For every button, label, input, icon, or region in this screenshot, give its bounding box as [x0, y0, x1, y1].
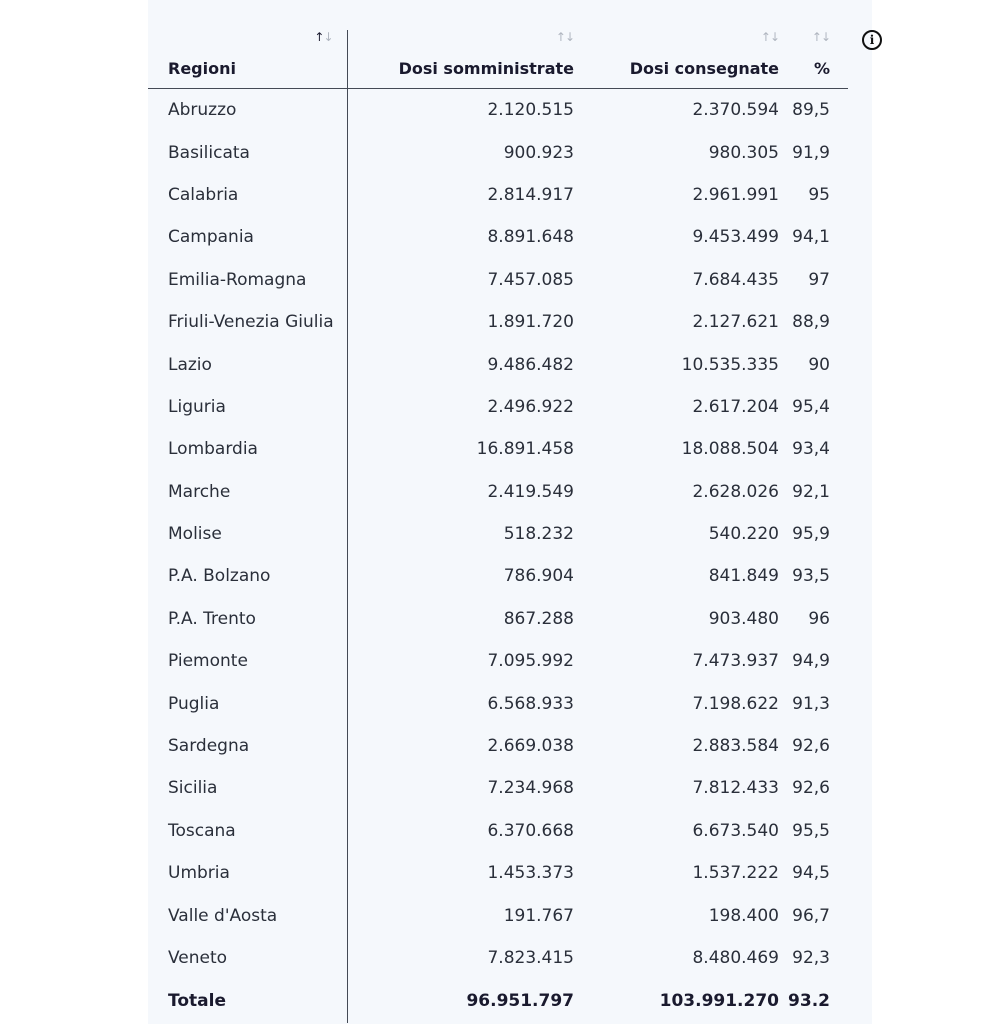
total-label: Totale — [148, 979, 347, 1023]
table-row — [148, 852, 872, 894]
cell-regione: Sicilia — [148, 767, 347, 809]
cell-percent: 96,7 — [792, 905, 830, 926]
cell-consegnate: 7.473.937 — [692, 651, 779, 672]
cell-consegnate: 2.617.204 — [692, 396, 779, 417]
total-percent: 93.2 — [788, 991, 830, 1012]
table-row — [148, 216, 872, 258]
cell-consegnate: 7.198.622 — [692, 693, 779, 714]
cell-somministrate: 867.288 — [503, 608, 574, 629]
cell-regione: Basilicata — [148, 131, 347, 173]
cell-spacer — [848, 598, 872, 640]
cell-somministrate: 2.120.515 — [487, 100, 574, 121]
cell-somministrate: 786.904 — [503, 566, 574, 587]
table-row — [148, 682, 872, 724]
cell-percent: 94,1 — [792, 227, 830, 248]
cell-regione: Valle d'Aosta — [148, 894, 347, 936]
cell-consegnate: 2.127.621 — [692, 312, 779, 333]
cell-consegnate: 2.961.991 — [692, 184, 779, 205]
cell-consegnate: 6.673.540 — [692, 820, 779, 841]
cell-regione: Emilia-Romagna — [148, 259, 347, 301]
table-row — [148, 131, 872, 173]
cell-consegnate: 2.883.584 — [692, 736, 779, 757]
cell-somministrate: 7.095.992 — [487, 651, 574, 672]
cell-somministrate: 1.453.373 — [487, 863, 574, 884]
cell-percent: 92,6 — [792, 736, 830, 757]
cell-somministrate: 7.234.968 — [487, 778, 574, 799]
table-row — [148, 598, 872, 640]
table-row — [148, 259, 872, 301]
cell-regione: Abruzzo — [148, 89, 347, 132]
cell-spacer — [848, 131, 872, 173]
table-total-row — [148, 979, 872, 1023]
header-dosi-somministrate[interactable] — [347, 30, 574, 89]
cell-somministrate: 2.669.038 — [487, 736, 574, 757]
table-row — [148, 555, 872, 597]
cell-spacer — [848, 555, 872, 597]
cell-spacer — [848, 937, 872, 979]
sort-icon[interactable]: ↑↓ — [811, 30, 830, 44]
cell-percent: 92,3 — [792, 948, 830, 968]
table-row — [148, 301, 872, 343]
cell-somministrate: 900.923 — [503, 142, 574, 163]
header-consegnate-label: Dosi consegnate — [629, 59, 779, 78]
cell-somministrate: 8.891.648 — [487, 227, 574, 248]
cell-consegnate: 2.628.026 — [692, 481, 779, 502]
total-consegnate: 103.991.270 — [659, 991, 779, 1012]
cell-regione: Lazio — [148, 343, 347, 385]
cell-spacer — [848, 343, 872, 385]
table-row — [148, 174, 872, 216]
cell-consegnate: 9.453.499 — [692, 227, 779, 248]
cell-regione: Sardegna — [148, 725, 347, 767]
cell-consegnate: 10.535.335 — [681, 354, 779, 375]
cell-percent: 95,9 — [792, 524, 830, 545]
cell-consegnate: 841.849 — [708, 566, 779, 587]
cell-consegnate: 980.305 — [708, 142, 779, 163]
cell-percent: 90 — [808, 354, 830, 375]
cell-regione: Lombardia — [148, 428, 347, 470]
cell-spacer — [848, 640, 872, 682]
table-header-row — [148, 30, 872, 89]
cell-percent: 96 — [808, 608, 830, 629]
cell-regione: Toscana — [148, 810, 347, 852]
cell-spacer — [848, 216, 872, 258]
cell-percent: 91,9 — [792, 142, 830, 163]
cell-regione: Liguria — [148, 386, 347, 428]
cell-consegnate: 7.812.433 — [692, 778, 779, 799]
cell-percent: 94,9 — [792, 651, 830, 672]
cell-spacer — [848, 810, 872, 852]
cell-spacer — [848, 682, 872, 724]
cell-consegnate: 540.220 — [708, 524, 779, 545]
table-row — [148, 89, 872, 132]
sort-icon[interactable]: ↑↓ — [314, 30, 333, 44]
header-regioni[interactable] — [148, 30, 347, 89]
cell-percent: 94,5 — [792, 863, 830, 884]
cell-percent: 92,6 — [792, 778, 830, 799]
cell-somministrate: 1.891.720 — [487, 312, 574, 333]
cell-somministrate: 191.767 — [503, 905, 574, 926]
vaccine-doses-table — [148, 30, 872, 1023]
header-percent-label: % — [813, 59, 830, 78]
header-percent[interactable] — [779, 30, 848, 89]
cell-percent: 95,4 — [792, 396, 830, 417]
cell-spacer — [848, 89, 872, 132]
table-row — [148, 810, 872, 852]
cell-percent: 95,5 — [792, 820, 830, 841]
cell-consegnate: 1.537.222 — [692, 863, 779, 884]
cell-percent: 93,4 — [792, 439, 830, 460]
cell-spacer — [848, 174, 872, 216]
cell-spacer — [848, 386, 872, 428]
cell-somministrate: 7.457.085 — [487, 269, 574, 290]
total-somministrate: 96.951.797 — [466, 991, 574, 1012]
cell-somministrate: 2.496.922 — [487, 396, 574, 417]
cell-somministrate: 6.568.933 — [487, 693, 574, 714]
cell-regione: Marche — [148, 471, 347, 513]
cell-regione: P.A. Trento — [148, 598, 347, 640]
cell-somministrate: 7.823.415 — [487, 948, 574, 968]
sort-icon[interactable]: ↑↓ — [760, 30, 779, 44]
cell-percent: 93,5 — [792, 566, 830, 587]
cell-percent: 88,9 — [792, 312, 830, 333]
cell-regione: Campania — [148, 216, 347, 258]
cell-percent: 91,3 — [792, 693, 830, 714]
cell-spacer — [848, 852, 872, 894]
cell-consegnate: 18.088.504 — [681, 439, 779, 460]
cell-percent: 95 — [808, 184, 830, 205]
cell-consegnate: 903.480 — [708, 608, 779, 629]
header-regioni-label: Regioni — [168, 59, 236, 78]
table-row — [148, 471, 872, 513]
cell-somministrate: 6.370.668 — [487, 820, 574, 841]
table-row — [148, 937, 872, 979]
cell-regione: Umbria — [148, 852, 347, 894]
table-row — [148, 513, 872, 555]
table-row — [148, 428, 872, 470]
table-row — [148, 640, 872, 682]
table-row — [148, 343, 872, 385]
cell-spacer — [848, 894, 872, 936]
header-dosi-consegnate[interactable] — [574, 30, 779, 89]
table-body — [148, 89, 872, 1024]
table-row — [148, 894, 872, 936]
table-row — [148, 767, 872, 809]
cell-spacer — [848, 767, 872, 809]
cell-regione: Veneto — [148, 937, 347, 979]
cell-spacer — [848, 301, 872, 343]
cell-spacer — [848, 471, 872, 513]
table-row — [148, 725, 872, 767]
cell-spacer — [848, 979, 872, 1023]
sort-icon[interactable]: ↑↓ — [555, 30, 574, 44]
cell-percent: 89,5 — [792, 100, 830, 121]
cell-percent: 97 — [808, 269, 830, 290]
cell-regione: Puglia — [148, 682, 347, 724]
cell-spacer — [848, 725, 872, 767]
cell-regione: Piemonte — [148, 640, 347, 682]
cell-percent: 92,1 — [792, 481, 830, 502]
cell-regione: Molise — [148, 513, 347, 555]
cell-spacer — [848, 513, 872, 555]
cell-regione: P.A. Bolzano — [148, 555, 347, 597]
info-icon[interactable]: i — [862, 30, 882, 50]
cell-somministrate: 9.486.482 — [487, 354, 574, 375]
cell-somministrate: 518.232 — [503, 524, 574, 545]
cell-regione: Friuli-Venezia Giulia — [148, 301, 347, 343]
table-row — [148, 386, 872, 428]
cell-somministrate: 2.814.917 — [487, 184, 574, 205]
cell-consegnate: 8.480.469 — [692, 948, 779, 968]
cell-somministrate: 16.891.458 — [476, 439, 574, 460]
cell-consegnate: 7.684.435 — [692, 269, 779, 290]
cell-regione: Calabria — [148, 174, 347, 216]
header-somministrate-label: Dosi somministrate — [398, 59, 574, 78]
cell-somministrate: 2.419.549 — [487, 481, 574, 502]
cell-consegnate: 198.400 — [708, 905, 779, 926]
cell-consegnate: 2.370.594 — [692, 100, 779, 121]
cell-spacer — [848, 259, 872, 301]
cell-spacer — [848, 428, 872, 470]
